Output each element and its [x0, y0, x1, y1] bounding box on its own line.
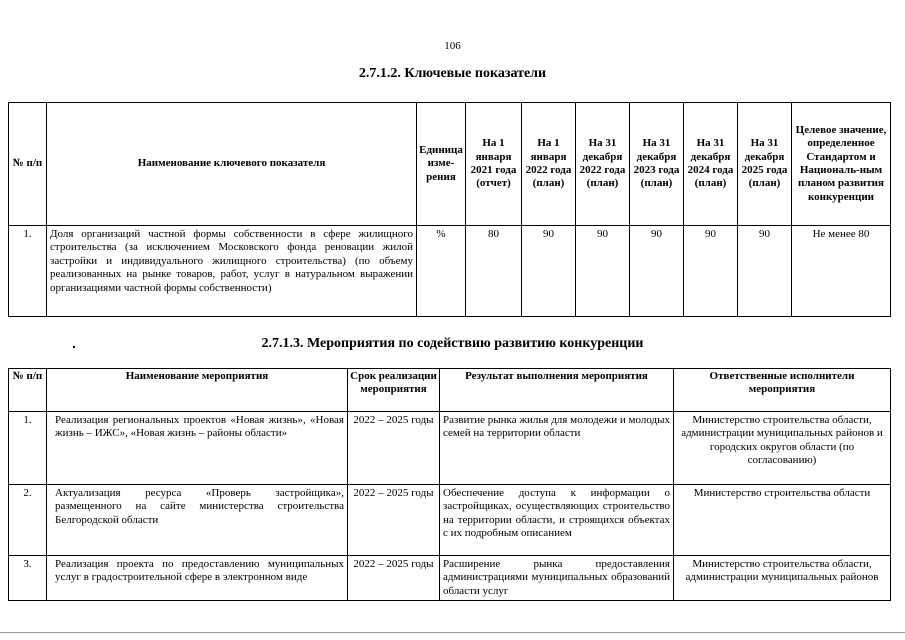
value-2024: 90 [684, 226, 738, 317]
measure-col-name-header: Наименование мероприятия [47, 369, 348, 412]
row-number: 1. [9, 226, 47, 317]
row-number: 1. [9, 412, 47, 485]
measure-col-result-header: Результат выполнения мероприятия [440, 369, 674, 412]
measure-col-num-header: № п/п [9, 369, 47, 412]
measure-responsible: Министерство строительства области, администрации муниципальных районов [674, 556, 891, 601]
key-indicators-table [8, 102, 891, 317]
col-2023-header: На 31 декабря 2023 года (план) [630, 103, 684, 226]
measure-term: 2022 – 2025 годы [348, 412, 440, 485]
measure-name: Реализация проекта по предоставлению муниципальных услуг в градостроительной сфере в электронном виде [47, 556, 348, 601]
col-2022-jan-header: На 1 января 2022 года (план) [522, 103, 576, 226]
col-unit-header: Единица изме-рения [417, 103, 466, 226]
col-target-header: Целевое значение, определенное Стандартом и Националь-ным планом развития конкуренции [792, 103, 891, 226]
measures-table [8, 368, 891, 601]
table-row [9, 485, 891, 556]
value-2023: 90 [630, 226, 684, 317]
value-2022-dec: 90 [576, 226, 630, 317]
row-number: 2. [9, 485, 47, 556]
measure-result: Обеспечение доступа к информации о застройщиках, осуществляющих строительство на территории области, и строящихся объектах с их подробным описанием [440, 485, 674, 556]
measures-header-row [9, 369, 891, 412]
measure-term: 2022 – 2025 годы [348, 485, 440, 556]
col-2024-header: На 31 декабря 2024 года (план) [684, 103, 738, 226]
measure-result: Расширение рынка предоставления администрациями муниципальных образований области услуг [440, 556, 674, 601]
row-number: 3. [9, 556, 47, 601]
col-2025-header: На 31 декабря 2025 года (план) [738, 103, 792, 226]
page-number: 106 [444, 40, 461, 52]
indicator-unit: % [417, 226, 466, 317]
key-indicators-heading: 2.7.1.2. Ключевые показатели [358, 66, 547, 81]
value-2025: 90 [738, 226, 792, 317]
measure-result: Развитие рынка жилья для молодежи и молодых семей на территории области [440, 412, 674, 485]
measure-name: Актуализация ресурса «Проверь застройщика», размещенного на сайте министерства строительства Белгородской области [47, 485, 348, 556]
scan-bottom-edge [0, 632, 905, 633]
target-value: Не менее 80 [792, 226, 891, 317]
measures-heading: 2.7.1.3. Мероприятия по содействию развитию конкуренции [261, 336, 644, 351]
col-2021-header: На 1 января 2021 года (отчет) [466, 103, 522, 226]
col-2022-dec-header: На 31 декабря 2022 года (план) [576, 103, 630, 226]
measure-term: 2022 – 2025 годы [348, 556, 440, 601]
measure-col-term-header: Срок реализации мероприятия [348, 369, 440, 412]
table-row [9, 226, 891, 317]
measure-name: Реализация региональных проектов «Новая жизнь», «Новая жизнь – ИЖС», «Новая жизнь – районы области» [47, 412, 348, 485]
col-name-header: Наименование ключевого показателя [47, 103, 417, 226]
measure-col-responsible-header: Ответственные исполнители мероприятия [674, 369, 891, 412]
key-indicators-header-row [9, 103, 891, 226]
measure-responsible: Министерство строительства области, администрации муниципальных районов и городских округов области (по согласованию) [674, 412, 891, 485]
table-row [9, 556, 891, 601]
measure-responsible: Министерство строительства области [674, 485, 891, 556]
value-2022-jan: 90 [522, 226, 576, 317]
table-row [9, 412, 891, 485]
col-num-header: № п/п [9, 103, 47, 226]
indicator-name: Доля организаций частной формы собственности в сфере жилищного строительства (за исключением Московского фонда реновации жилой застройки и индивидуального жилищного строительства) (по объему реализованных на рынке товаров, работ, услуг в натуральном выражении организациями частной формы собственности) [47, 226, 417, 317]
value-2021: 80 [466, 226, 522, 317]
